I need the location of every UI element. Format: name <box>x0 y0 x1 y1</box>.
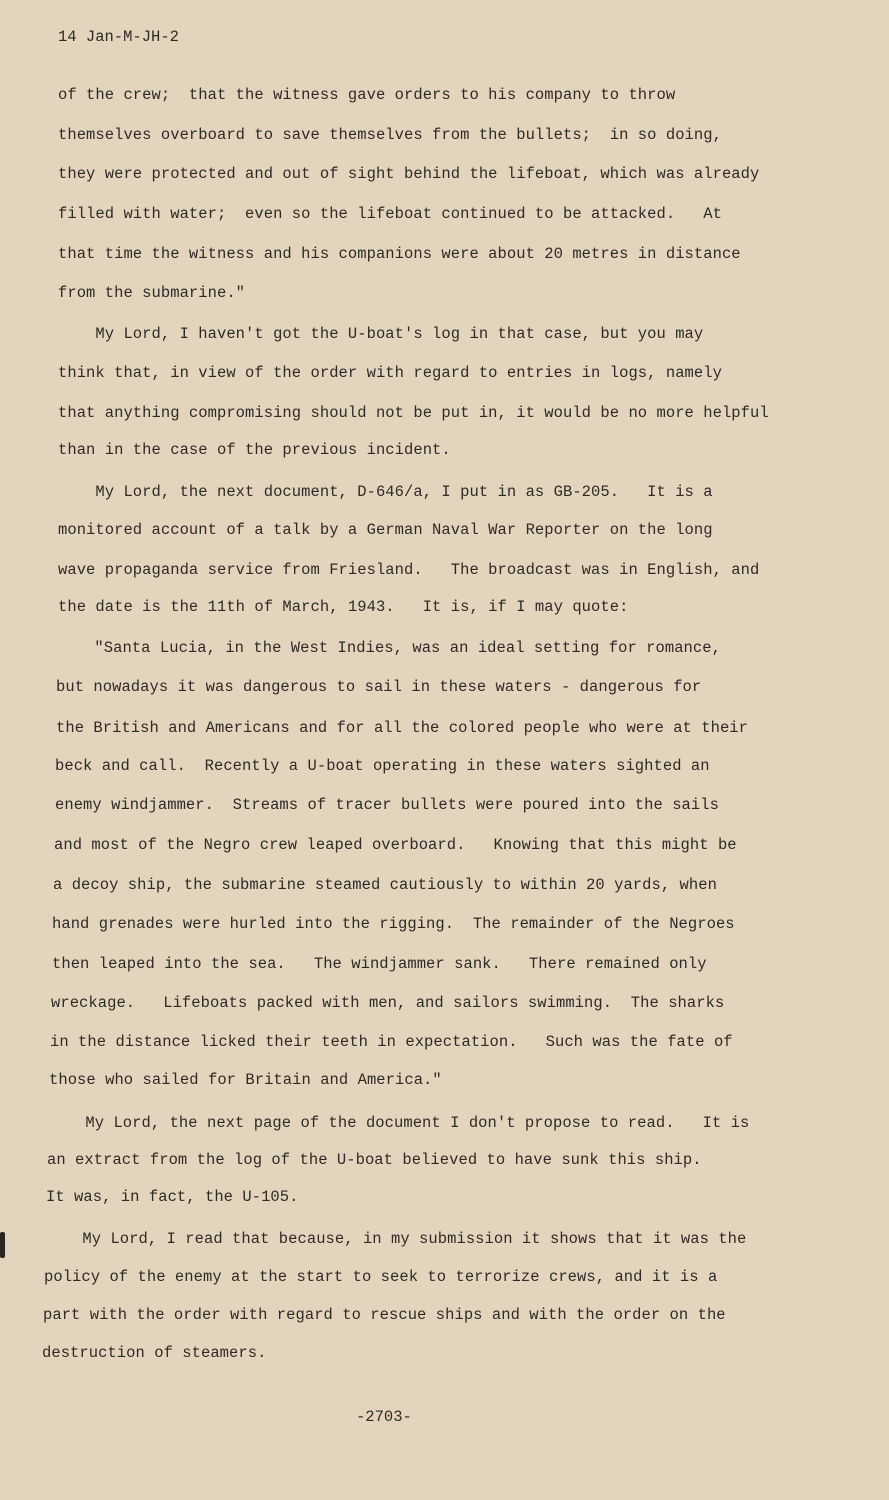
text-line: in the distance licked their teeth in expectation. Such was the fate of <box>50 1033 733 1051</box>
text-line: It was, in fact, the U-105. <box>46 1188 299 1206</box>
text-line: wave propaganda service from Friesland. The broadcast was in English, and <box>58 561 760 579</box>
text-line: of the crew; that the witness gave orders to his company to throw <box>58 86 676 104</box>
text-line: My Lord, I haven't got the U-boat's log in that case, but you may <box>58 325 704 343</box>
text-line: that anything compromising should not be put in, it would be no more helpful <box>58 404 769 422</box>
text-line: "Santa Lucia, in the West Indies, was an ideal setting for romance, <box>57 639 721 657</box>
text-line: beck and call. Recently a U-boat operating in these waters sighted an <box>55 757 710 775</box>
text-line: enemy windjammer. Streams of tracer bullets were poured into the sails <box>55 796 719 814</box>
text-line: My Lord, the next document, D-646/a, I put in as GB-205. It is a <box>58 483 713 501</box>
text-line: but nowadays it was dangerous to sail in these waters - dangerous for <box>56 678 702 696</box>
text-line: an extract from the log of the U-boat believed to have sunk this ship. <box>47 1151 702 1169</box>
text-line: My Lord, I read that because, in my submission it shows that it was the <box>45 1230 747 1248</box>
text-line: themselves overboard to save themselves from the bullets; in so doing, <box>58 126 722 144</box>
text-line: monitored account of a talk by a German Naval War Reporter on the long <box>58 521 713 539</box>
text-line: filled with water; even so the lifeboat continued to be attacked. At <box>58 205 722 223</box>
text-line: think that, in view of the order with regard to entries in logs, namely <box>58 364 722 382</box>
text-line: they were protected and out of sight behind the lifeboat, which was already <box>58 165 760 183</box>
text-line: from the submarine." <box>58 284 246 302</box>
text-line: the British and Americans and for all the colored people who were at their <box>56 719 749 737</box>
text-line: My Lord, the next page of the document I don't propose to read. It is <box>48 1114 750 1132</box>
text-line: those who sailed for Britain and America." <box>49 1071 442 1089</box>
page-number: -2703- <box>356 1408 412 1426</box>
text-line: a decoy ship, the submarine steamed cautiously to within 20 yards, when <box>53 876 717 894</box>
text-line: and most of the Negro crew leaped overboard. Knowing that this might be <box>54 836 737 854</box>
text-line: policy of the enemy at the start to seek to terrorize crews, and it is a <box>44 1268 718 1286</box>
text-line: than in the case of the previous incident. <box>58 441 451 459</box>
text-line: then leaped into the sea. The windjammer sank. There remained only <box>52 955 707 973</box>
margin-mark <box>0 1232 5 1258</box>
page-header: 14 Jan-M-JH-2 <box>58 28 179 46</box>
text-line: wreckage. Lifeboats packed with men, and sailors swimming. The sharks <box>51 994 725 1012</box>
text-line: hand grenades were hurled into the rigging. The remainder of the Negroes <box>52 915 735 933</box>
text-line: the date is the 11th of March, 1943. It is, if I may quote: <box>58 598 629 616</box>
text-line: that time the witness and his companions were about 20 metres in distance <box>58 245 741 263</box>
text-line: part with the order with regard to rescue ships and with the order on the <box>43 1306 726 1324</box>
text-line: destruction of steamers. <box>42 1344 267 1362</box>
